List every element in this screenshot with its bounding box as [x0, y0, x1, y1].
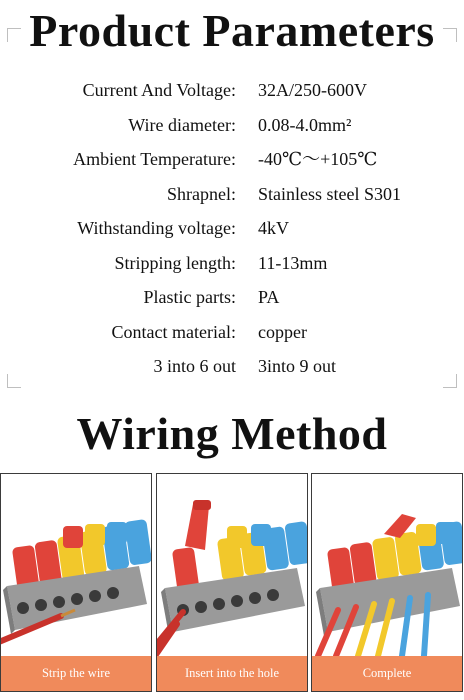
parameter-row [0, 246, 464, 281]
page-title: Product Parameters [29, 5, 435, 56]
connector-photo-strip [1, 474, 151, 656]
parameter-value: 4kV [258, 218, 289, 238]
step-panel-insert [156, 473, 308, 692]
step-caption: Insert into the hole [157, 656, 307, 691]
parameter-value: 0.08-4.0mm² [258, 114, 352, 135]
parameter-row [0, 142, 464, 177]
connector-photo-complete [312, 474, 462, 656]
parameter-value: 3into 9 out [258, 356, 337, 376]
parameter-row [0, 108, 464, 143]
parameter-list [0, 73, 464, 384]
parameter-label: 3 into 6 out [153, 356, 236, 376]
step-caption: Complete [312, 656, 462, 691]
parameter-row [0, 315, 464, 350]
parameter-label: Withstanding voltage: [77, 218, 236, 238]
step-panel-complete [311, 473, 463, 692]
parameter-row [0, 280, 464, 315]
parameter-row [0, 211, 464, 246]
connector-photo-insert [157, 474, 307, 656]
parameter-label: Stripping length: [114, 252, 236, 273]
parameter-value: -40℃～+105℃ [258, 149, 378, 169]
step-panel-strip [0, 473, 152, 692]
parameter-row [0, 349, 464, 384]
parameter-label: Ambient Temperature: [73, 149, 236, 169]
parameter-row [0, 73, 464, 108]
parameter-label: Contact material: [111, 321, 236, 342]
parameter-row [0, 177, 464, 212]
parameter-label: Plastic parts: [143, 287, 236, 307]
parameter-value: 32A/250-600V [258, 80, 367, 100]
parameter-label: Wire diameter: [128, 114, 236, 135]
parameter-value: Stainless steel S301 [258, 183, 401, 204]
parameter-value: copper [258, 321, 307, 342]
parameter-label: Current And Voltage: [82, 80, 236, 100]
parameter-label: Shrapnel: [167, 183, 236, 204]
parameter-value: 11-13mm [258, 252, 328, 273]
parameter-value: PA [258, 287, 280, 307]
section-title: Wiring Method [76, 408, 388, 459]
step-caption: Strip the wire [1, 656, 151, 691]
